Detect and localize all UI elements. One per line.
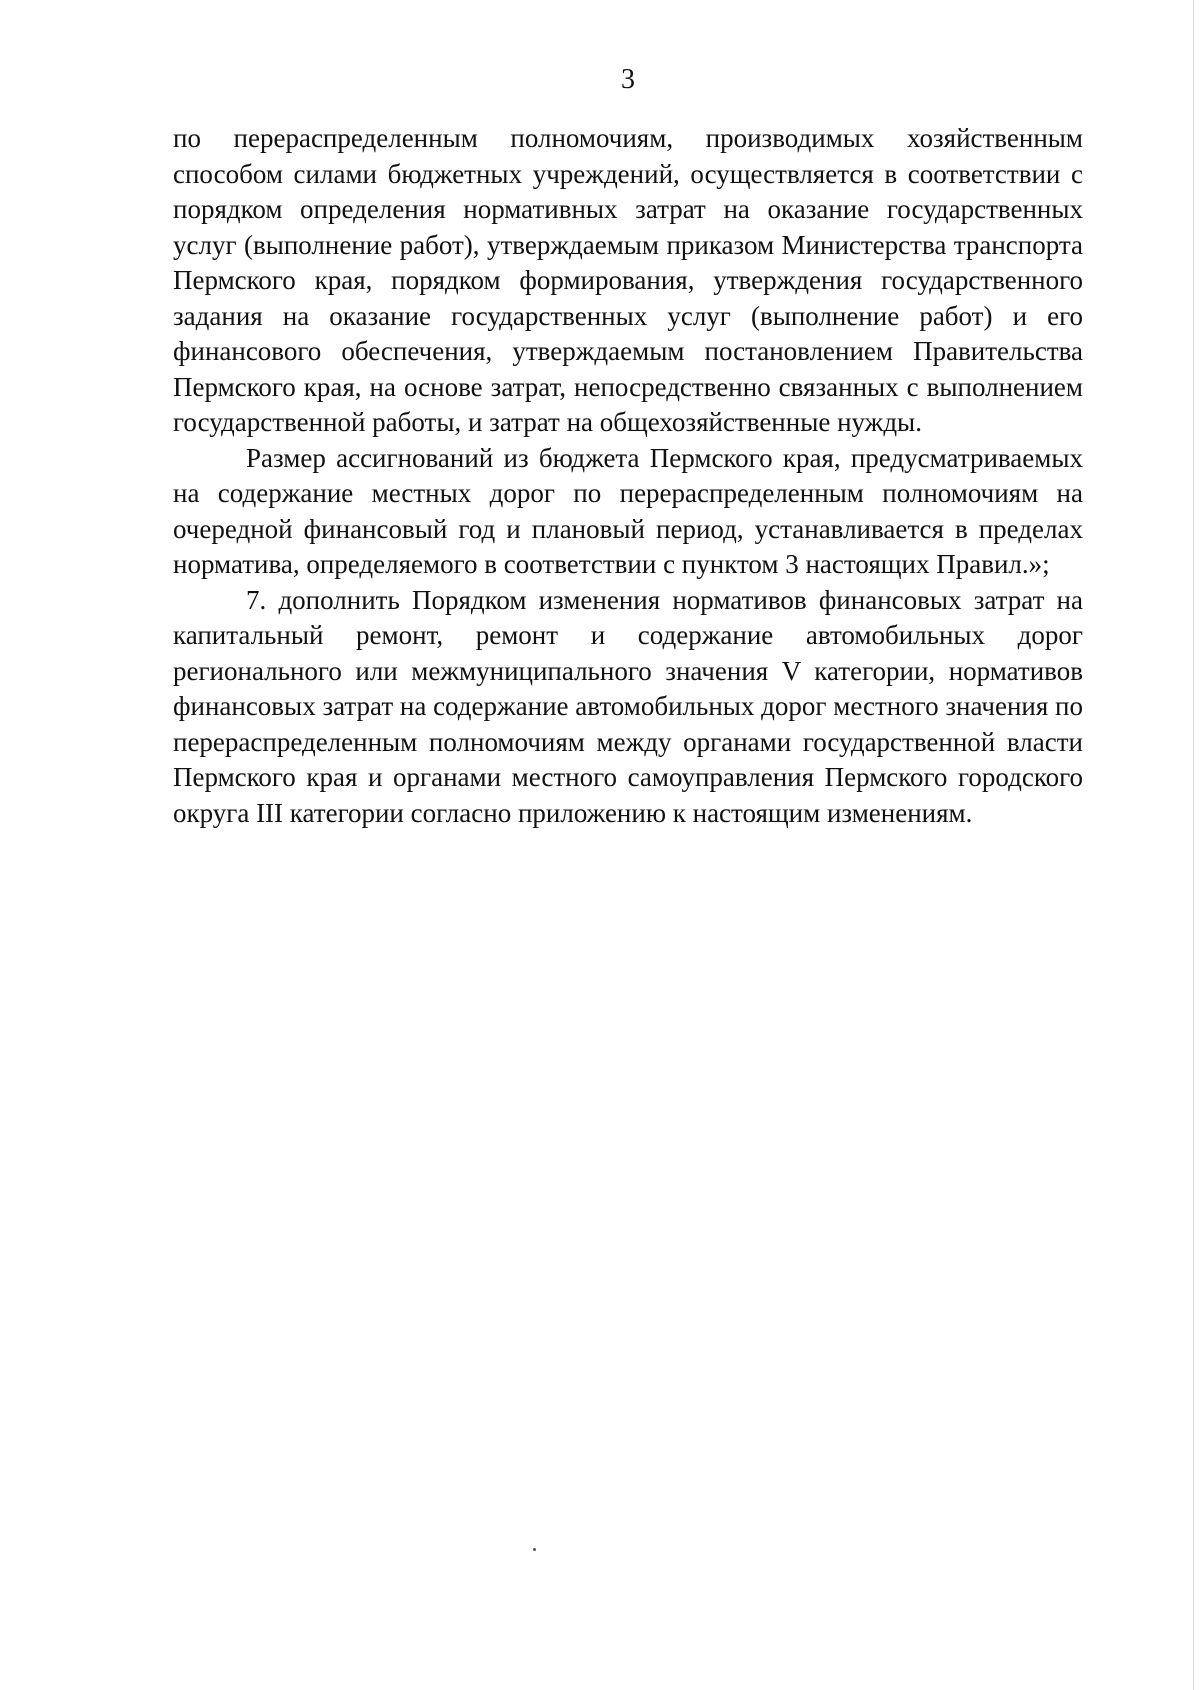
scan-edge (1193, 0, 1194, 1690)
paragraph-appropriations-size: Размер ассигнований из бюджета Пермского края, предусматриваемых на содержание местных дорог по перераспределенным полномочиям на очередной финансовый год и плановый период, устанавливается в пределах норматива, определяемого в соответствии с пунктом 3 настоящих Правил.»; (173, 442, 1083, 579)
document-body (173, 121, 1083, 831)
paragraph-continuation: по перераспределенным полномочиям, производимых хозяйственным способом силами бюджетных учреждений, осуществляется в соответствии с порядком определения нормативных затрат на оказание государственных услуг (выполнение работ), утверждаемым приказом Министерства транспорта Пермского края, порядком формирования, утверждения государственного задания на оказание государственных услуг (выполнение работ) и его финансового обеспечения, утверждаемым постановлением Правительства Пермского края, на основе затрат, непосредственно связанных с выполнением государственной работы, и затрат на общехозяйственные нужды. (173, 123, 1083, 437)
scan-speck (533, 1548, 536, 1551)
page-number: 3 (621, 64, 635, 95)
paragraph-item-7: 7. дополнить Порядком изменения нормативов финансовых затрат на капитальный ремонт, ремонт и содержание автомобильных дорог регионального или межмуниципального значения V категории, нормативов финансовых затрат на содержание автомобильных дорог местного значения по перераспределенным полномочиям между органами государственной власти Пермского края и органами местного самоуправления Пермского городского округа III категории согласно приложению к настоящим изменениям. (173, 584, 1083, 828)
